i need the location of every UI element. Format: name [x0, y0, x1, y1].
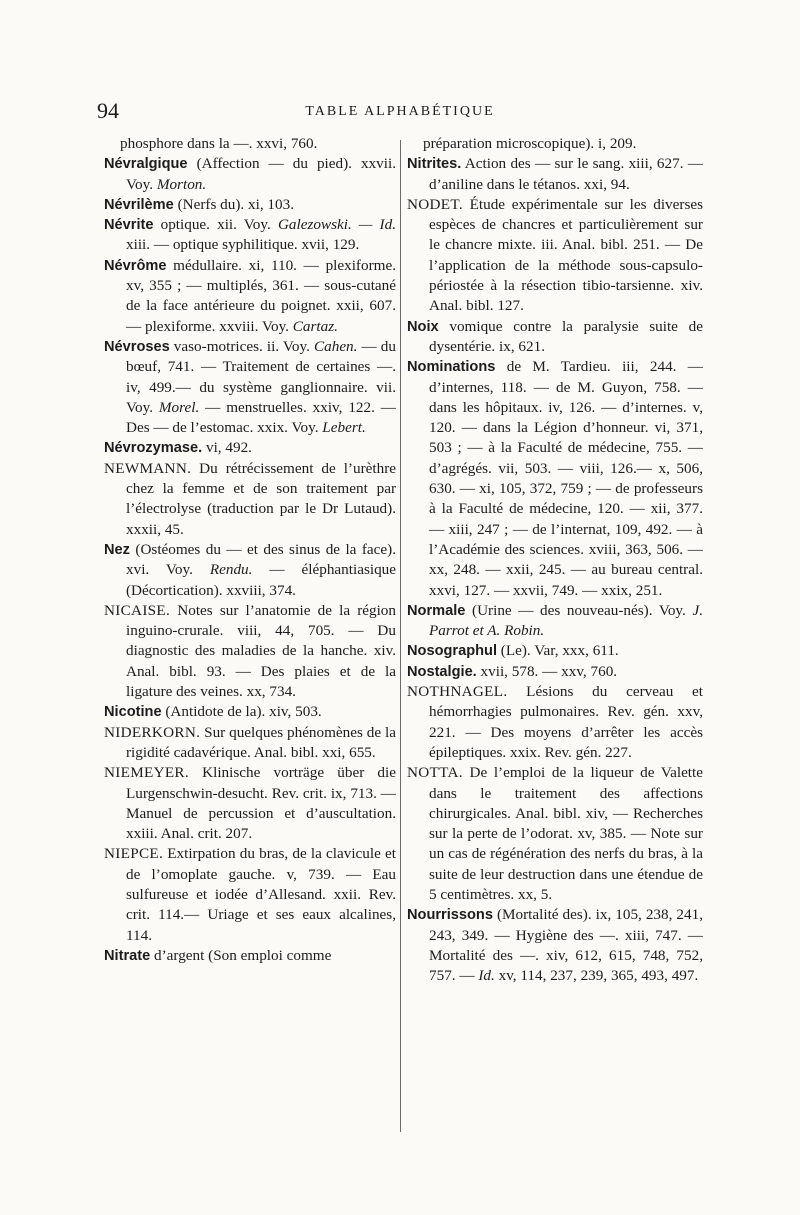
- entry-text: (Mortalité des). ix, 105, 238, 241, 243, 349. — Hygiène des —. xiii, 747. — Mortalité des —. xiv, 612, 615, 748, 752, 757. —: [429, 906, 703, 985]
- right-column: [407, 134, 703, 986]
- entry-italic: Id.: [478, 967, 495, 985]
- index-entry: [104, 337, 396, 438]
- running-title: TABLE ALPHABÉTIQUE: [305, 104, 495, 119]
- entry-headword: Nosographul: [407, 643, 497, 660]
- index-entry: [104, 256, 396, 337]
- entry-text: xv, 114, 237, 239, 365, 493, 497.: [494, 967, 699, 985]
- entry-italic: Cahen.: [314, 337, 358, 355]
- entry-text: vi, 492.: [202, 439, 252, 457]
- entry-headword: Nicotine: [104, 704, 162, 721]
- entry-headword: Nitrites.: [407, 156, 462, 173]
- entry-headword: Nominations: [407, 359, 496, 376]
- entry-text: xiii. — optique syphilitique. xvii, 129.: [126, 236, 360, 254]
- index-entry: [104, 459, 396, 540]
- entry-italic: Cartaz.: [292, 317, 338, 335]
- index-entry: [407, 134, 703, 154]
- entry-text: — éléphantiasique (Décortication). xxviii, 374.: [126, 561, 397, 599]
- entry-headword: Nez: [104, 541, 130, 558]
- entry-text: optique. xii. Voy.: [153, 216, 278, 234]
- index-entry: [407, 905, 703, 986]
- column-divider: [400, 140, 401, 1132]
- entry-text: médullaire. xi, 110. — plexiforme. xv, 355 ; — multiplés, 361. — sous-cutané de la face antérieure du poignet. xxii, 607. — plexiforme. xxviii. Voy.: [126, 256, 396, 335]
- entry-italic: Morel.: [158, 398, 200, 416]
- entry-text: — du bœuf, 741. — Traitement de certaines —. iv, 499.— du système ganglionnaire. vii. Voy.: [126, 337, 396, 416]
- entry-headword: Névralgique: [104, 156, 188, 173]
- index-entry: [407, 154, 703, 195]
- entry-text: Sur quelques phénomènes de la rigidité cadavérique. Anal. bibl. xxi, 655.: [126, 723, 396, 761]
- index-entry: [104, 154, 396, 195]
- entry-italic: J. Parrot et A. Robin.: [429, 601, 703, 640]
- index-entry: [104, 946, 396, 966]
- entry-author: NIEMEYER.: [104, 764, 189, 782]
- entry-headword: Névrôme: [104, 257, 167, 274]
- entry-author: NICAISE.: [104, 601, 171, 619]
- entry-headword: Névrite: [104, 217, 154, 234]
- entry-author: NEWMANN.: [104, 459, 192, 477]
- entry-headword: Nitrate: [104, 947, 151, 964]
- entry-text: Notes sur l’anatomie de la région inguino-crurale. viii, 44, 705. — Du diagnostic des maladies de la hanche. xiv. Anal. bibl. 93. — Des plaies et de la ligature des veines. xx, 734.: [126, 601, 396, 701]
- index-entry: [407, 317, 703, 358]
- index-entry: [407, 641, 703, 661]
- entry-text: (Nerfs du). xi, 103.: [173, 195, 294, 213]
- index-entry: [104, 134, 396, 154]
- page-number: 94: [97, 98, 119, 123]
- index-entry: [407, 763, 703, 905]
- index-entry: [407, 682, 703, 763]
- index-entry: [104, 540, 396, 601]
- index-entry: [104, 195, 396, 215]
- index-entry: [104, 438, 396, 458]
- page-header: [0, 98, 800, 128]
- entry-text: d’argent (Son emploi comme: [150, 946, 332, 964]
- index-entry: [104, 601, 396, 702]
- entry-headword: Noix: [407, 318, 439, 335]
- entry-italic: Morton.: [156, 175, 207, 193]
- entry-italic: Rendu.: [209, 561, 253, 579]
- entry-text: (Antidote de la). xiv, 503.: [161, 703, 322, 721]
- entry-text: (Urine — des nouveau-nés). Voy.: [465, 601, 693, 619]
- entry-text: vaso-motrices. ii. Voy.: [169, 337, 314, 355]
- entry-italic: Lebert.: [322, 419, 366, 437]
- entry-text: vomique contre la paralysie suite de dysentérie. ix, 621.: [429, 317, 703, 355]
- index-entry: [407, 195, 703, 317]
- entry-text: (Le). Var, xxx, 611.: [497, 642, 619, 660]
- index-entry: [407, 662, 703, 682]
- entry-text: Étude expérimentale sur les diverses espèces de chancres et particulièrement sur le chancre mixte. iii. Anal. bibl. 251. — De l’application de la méthode sous-capsulo-périostée à la résection tibio-tarsienne. xiv. Anal. bibl. 127.: [429, 195, 703, 315]
- entry-text: Klinische vorträge über die Lurgenschwin-desucht. Rev. crit. ix, 713. — Manuel de percussion et d’auscultation. xxiii. Anal. crit. 207.: [126, 764, 396, 843]
- entry-headword: Nostalgie.: [407, 663, 477, 680]
- entry-text: de M. Tardieu. iii, 244. — d’internes, 118. — de M. Guyon, 758. — dans les hôpitaux. iv, 126. — d’internes. v, 120. — dans la Légion d’honneur. vi, 371, 503 ; — à la Faculté de médecine, 755. — d’agrégés. vii, 503. — viii, 126.— x, 506, 630. — xi, 105, 372, 759 ; — de professeurs à la Faculté de médecine, 120. — xii, 377. — xiii, 247 ; — de l’internat, 109, 492. — à l’Académie des sciences. xviii, 363, 506. — xx, 248. — xxii, 245. — au bureau central. xxvi, 127. — xxvii, 749. — xxix, 251.: [429, 358, 703, 599]
- entry-headword: Névroses: [104, 338, 170, 355]
- entry-text: Du rétrécissement de l’urèthre chez la femme et de son traitement par l’électrolyse (traduction par le Dr Lutaud). xxxii, 45.: [126, 459, 396, 538]
- entry-author: NIEPCE.: [104, 845, 164, 863]
- index-entry: [407, 357, 703, 601]
- entry-headword: Normale: [407, 602, 466, 619]
- entry-text: (Affection — du pied). xxvii. Voy.: [126, 155, 396, 193]
- entry-text: — menstruelles. xxiv, 122. — Des — de l’estomac. xxix. Voy.: [126, 398, 396, 437]
- entry-text: xvii, 578. — xxv, 760.: [476, 662, 618, 680]
- index-entry: [104, 763, 396, 844]
- index-entry: [104, 723, 396, 764]
- entry-text: (Ostéomes du — et des sinus de la face). xvi. Voy.: [126, 540, 396, 579]
- entry-text: De l’emploi de la liqueur de Valette dans le traitement des affections chirurgicales. Anal. bibl. xiv, — Recherches sur la perte de l’odorat. xv, 385. — Note sur un cas de régénération des nerfs du bras, à la suite de leur destruction dans une étendue de 5 centimètres. xx, 5.: [429, 764, 703, 903]
- entry-text: Extirpation du bras, de la clavicule et de l’omoplate gauche. v, 739. — Eau sulfureuse et iodée d’Allesand. xxii. Rev. crit. 114.— Uriage et ses eaux alcalines, 114.: [126, 845, 396, 944]
- index-entry: [104, 844, 396, 945]
- left-column: [104, 134, 396, 966]
- entry-author: NOTTA.: [407, 764, 463, 782]
- entry-italic: Galezowski. — Id.: [277, 216, 397, 234]
- index-entry: [104, 702, 396, 722]
- entry-author: NOTHNAGEL.: [407, 683, 508, 701]
- entry-headword: Nourrissons: [407, 907, 493, 924]
- entry-headword: Névrozymase.: [104, 440, 203, 457]
- entry-author: NODET.: [407, 195, 463, 213]
- entry-text: phosphore dans la —. xxvi, 760.: [120, 135, 318, 152]
- entry-text: Lésions du cerveau et hémorrhagies pulmonaires. Rev. gén. xxv, 221. — Des moyens d’arrêter les accès épileptiques. xxix. Rev. gén. 227.: [429, 683, 703, 761]
- entry-text: préparation microscopique). i, 209.: [423, 135, 637, 152]
- entry-text: Action des — sur le sang. xiii, 627. — d’aniline dans le tétanos. xxi, 94.: [429, 155, 703, 193]
- index-entry: [407, 601, 703, 642]
- entry-headword: Névrilème: [104, 196, 174, 213]
- index-entry: [104, 215, 396, 256]
- entry-author: NIDERKORN.: [104, 723, 201, 741]
